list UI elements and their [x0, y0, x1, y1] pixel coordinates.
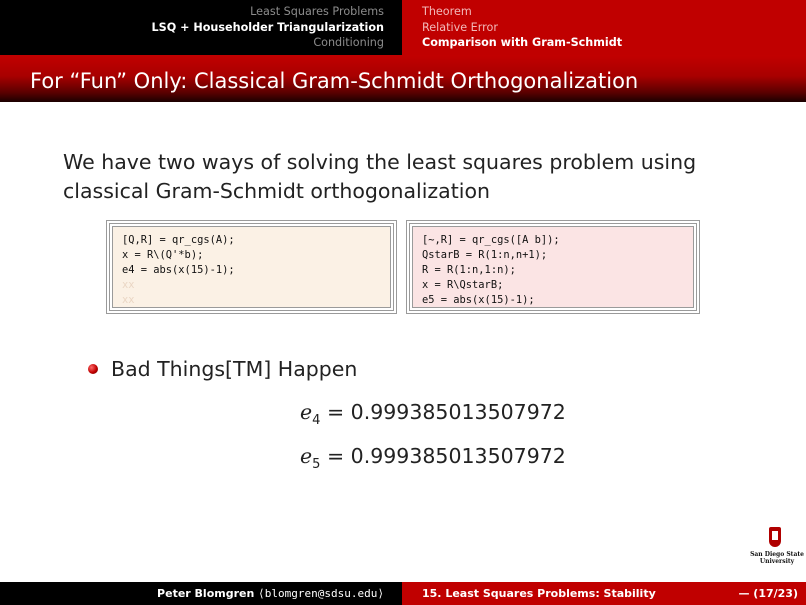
equation-value: = 0.999385013507972 [326, 444, 566, 468]
code-line: R = R(1:n,1:n); [422, 264, 516, 276]
code-block-right [406, 220, 700, 314]
code-line: QstarB = R(1:n,n+1); [422, 249, 548, 261]
footer-author [0, 582, 402, 605]
code-block-left [106, 220, 397, 314]
footer [0, 582, 806, 605]
section-nav [0, 0, 402, 55]
nav-subsection-relative-error[interactable]: Relative Error [422, 20, 498, 34]
code-line: e4 = abs(x(15)-1); [122, 264, 235, 276]
code-block-right-inner [412, 226, 694, 308]
nav-section-lsq-householder[interactable]: LSQ + Householder Triangularization [151, 20, 384, 34]
equation-subscript: 5 [312, 457, 321, 472]
bullet-text: Bad Things[TM] Happen [111, 357, 358, 381]
logo-line1: San Diego State [750, 551, 804, 558]
intro-text: We have two ways of solving the least squares problem using classical Gram-Schmidt orthogonalization [63, 150, 697, 203]
footer-author-email: ⟨blomgren@sdsu.edu⟩ [258, 587, 384, 600]
footer-author-name: Peter Blomgren [157, 587, 255, 600]
nav-section-least-squares-problems[interactable]: Least Squares Problems [250, 5, 384, 18]
equation-variable: e [300, 444, 313, 468]
top-navigation [0, 0, 806, 55]
equation-subscript: 4 [312, 413, 321, 428]
bullet-ball-icon [88, 364, 98, 374]
frame-title-bar [0, 55, 806, 102]
code-line-placeholder: xx [122, 279, 135, 291]
sdsu-logo [749, 527, 805, 567]
footer-page-number: — (17/23) [738, 587, 798, 600]
equation-value: = 0.999385013507972 [326, 400, 566, 424]
code-line: e5 = abs(x(15)-1); [422, 294, 535, 306]
sdsu-emblem-icon [769, 527, 781, 547]
footer-title: 15. Least Squares Problems: Stability [422, 587, 656, 600]
nav-subsection-theorem[interactable]: Theorem [422, 5, 472, 18]
code-line: [~,R] = qr_cgs([A b]); [422, 234, 560, 246]
logo-line2: University [759, 558, 795, 565]
frame-title: For “Fun” Only: Classical Gram-Schmidt Orthogonalization [30, 69, 639, 93]
bullet-item [88, 357, 357, 381]
equation-e4 [300, 400, 566, 428]
equation-variable: e [300, 400, 313, 424]
logo-text [749, 551, 805, 565]
code-line: [Q,R] = qr_cgs(A); [122, 234, 235, 246]
equation-e5 [300, 444, 566, 472]
subsection-nav [402, 0, 806, 55]
code-line: x = R\(Q'*b); [122, 249, 204, 261]
nav-section-conditioning[interactable]: Conditioning [313, 36, 384, 49]
nav-subsection-comparison[interactable]: Comparison with Gram-Schmidt [422, 36, 623, 49]
code-line-placeholder: xx [122, 294, 135, 306]
footer-title-bar [402, 582, 806, 605]
code-line: x = R\QstarB; [422, 279, 504, 291]
code-block-left-inner [112, 226, 391, 308]
